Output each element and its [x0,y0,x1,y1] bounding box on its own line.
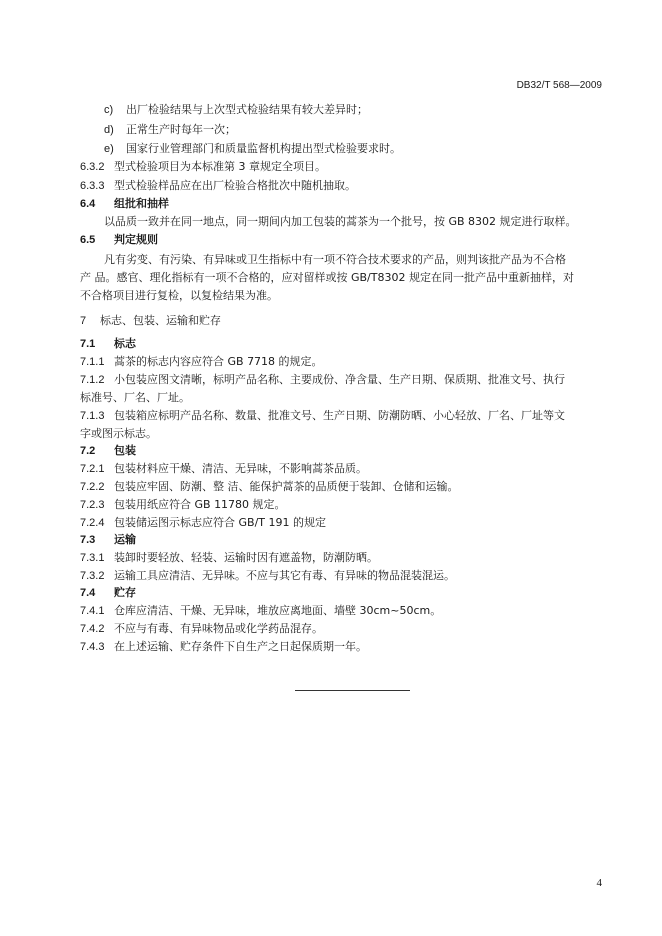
clause-6-3-2 [80,159,602,175]
clause-number: 7.2.3 [80,499,105,511]
clause-text: 在上述运输、贮存条件下自生产之日起保质期一年。 [114,640,367,653]
standard-number: DB32/T 568—2009 [516,80,602,91]
clause-text: 小包装应图文清晰，标明产品名称、主要成份、净含量、生产日期、保质期、批准文号、执行 [114,373,565,386]
section-number: 7.4 [80,587,96,599]
clause-6-3-3 [80,178,602,194]
chapter-number: 7 [80,315,87,327]
clause-text: 包装储运图示标志应符合 GB/T 191 的规定 [114,516,326,529]
list-text: 出厂检验结果与上次型式检验结果有较大差异时； [126,103,368,116]
section-number: 7.1 [80,338,96,350]
section-6-4-body: 以品质一致并在同一地点，同一期间内加工包装的蒿茶为一个批号，按 GB 8302 规定进行取样。 [104,215,577,228]
list-item-c [104,102,602,118]
clause-number: 7.3.1 [80,552,105,564]
clause-7-2-2 [80,479,602,495]
chapter-title: 标志、包装、运输和贮存 [100,314,221,327]
section-6-5-body-line3: 不合格项目进行复检，以复检结果为准。 [80,289,278,302]
clause-text: 运输工具应清洁、无异味。不应与其它有毒、有异味的物品混装混运。 [114,569,455,582]
section-number: 7.2 [80,445,96,457]
clause-number: 7.4.1 [80,605,105,617]
section-number: 7.3 [80,534,96,546]
clause-number: 6.3.2 [80,161,105,173]
clause-text: 装卸时要轻放、轻装、运输时因有遮盖物，防潮防晒。 [114,551,378,564]
section-6-4-heading [80,196,602,212]
clause-number: 7.3.2 [80,570,105,582]
list-text: 正常生产时每年一次； [126,123,236,136]
clause-text: 包装用纸应符合 GB 11780 规定。 [114,498,286,511]
list-label: d) [104,124,114,136]
clause-number: 7.2.1 [80,463,105,475]
section-title: 判定规则 [114,233,158,246]
list-item-e [104,141,602,157]
list-label: e) [104,143,114,155]
clause-text: 蒿茶的标志内容应符合 GB 7718 的规定。 [114,355,323,368]
clause-number: 7.4.2 [80,623,105,635]
clause-text: 型式检验样品应在出厂检验合格批次中随机抽取。 [114,179,356,192]
clause-7-1-2 [80,372,602,388]
section-7-1-heading [80,336,602,352]
clause-text: 仓库应清洁、干燥、无异味，堆放应离地面、墙壁 30cm~50cm。 [114,604,442,617]
clause-7-4-3 [80,639,602,655]
section-7-3-heading [80,532,602,548]
end-rule [295,690,410,691]
clause-number: 7.1.1 [80,356,105,368]
clause-7-1-3 [80,408,602,424]
clause-number: 7.2.4 [80,517,105,529]
clause-number: 7.1.3 [80,410,105,422]
section-title: 包装 [114,444,136,457]
clause-7-4-2 [80,621,602,637]
list-text: 国家行业管理部门和质量监督机构提出型式检验要求时。 [126,142,401,155]
clause-7-2-1 [80,461,602,477]
clause-7-3-2 [80,568,602,584]
section-6-5-body-line2: 产 品。感官、理化指标有一项不合格的，应对留样或按 GB/T8302 规定在同一批产品中重新抽样，对 [80,271,574,284]
section-title: 标志 [114,337,136,350]
clause-text: 不应与有毒、有异味物品或化学药品混存。 [114,622,323,635]
clause-7-4-1 [80,603,602,619]
clause-number: 7.2.2 [80,481,105,493]
chapter-7-heading [80,313,602,329]
clause-number: 7.4.3 [80,641,105,653]
section-6-5-heading [80,232,602,248]
section-7-4-heading [80,585,602,601]
list-label: c) [104,104,114,116]
clause-number: 6.3.3 [80,180,105,192]
clause-7-1-1 [80,354,602,370]
clause-number: 7.1.2 [80,374,105,386]
clause-text: 包装箱应标明产品名称、数量、批准文号、生产日期、防潮防晒、小心轻放、厂名、厂址等文 [114,409,565,422]
clause-text: 包装应牢固、防潮、整 洁、能保护蒿茶的品质便于装卸、仓储和运输。 [114,480,459,493]
list-item-d [104,122,602,138]
section-title: 运输 [114,533,136,546]
clause-7-2-3 [80,497,602,513]
section-number: 6.5 [80,234,96,246]
clause-text: 型式检验项目为本标准第 3 章规定全项目。 [114,160,326,173]
clause-7-2-4 [80,515,602,531]
section-title: 贮存 [114,586,136,599]
section-number: 6.4 [80,198,96,210]
section-6-5-body-line1: 凡有劣变、有污染、有异味或卫生指标中有一项不符合技术要求的产品，则判该批产品为不合格 [104,253,566,266]
clause-7-1-2-cont: 标准号、厂名、厂址。 [80,391,190,404]
clause-text: 包装材料应干燥、清洁、无异味，不影响蒿茶品质。 [114,462,367,475]
clause-7-3-1 [80,550,602,566]
page-number: 4 [596,877,602,889]
section-7-2-heading [80,443,602,459]
section-title: 组批和抽样 [114,197,169,210]
clause-7-1-3-cont: 字或图示标志。 [80,427,157,440]
